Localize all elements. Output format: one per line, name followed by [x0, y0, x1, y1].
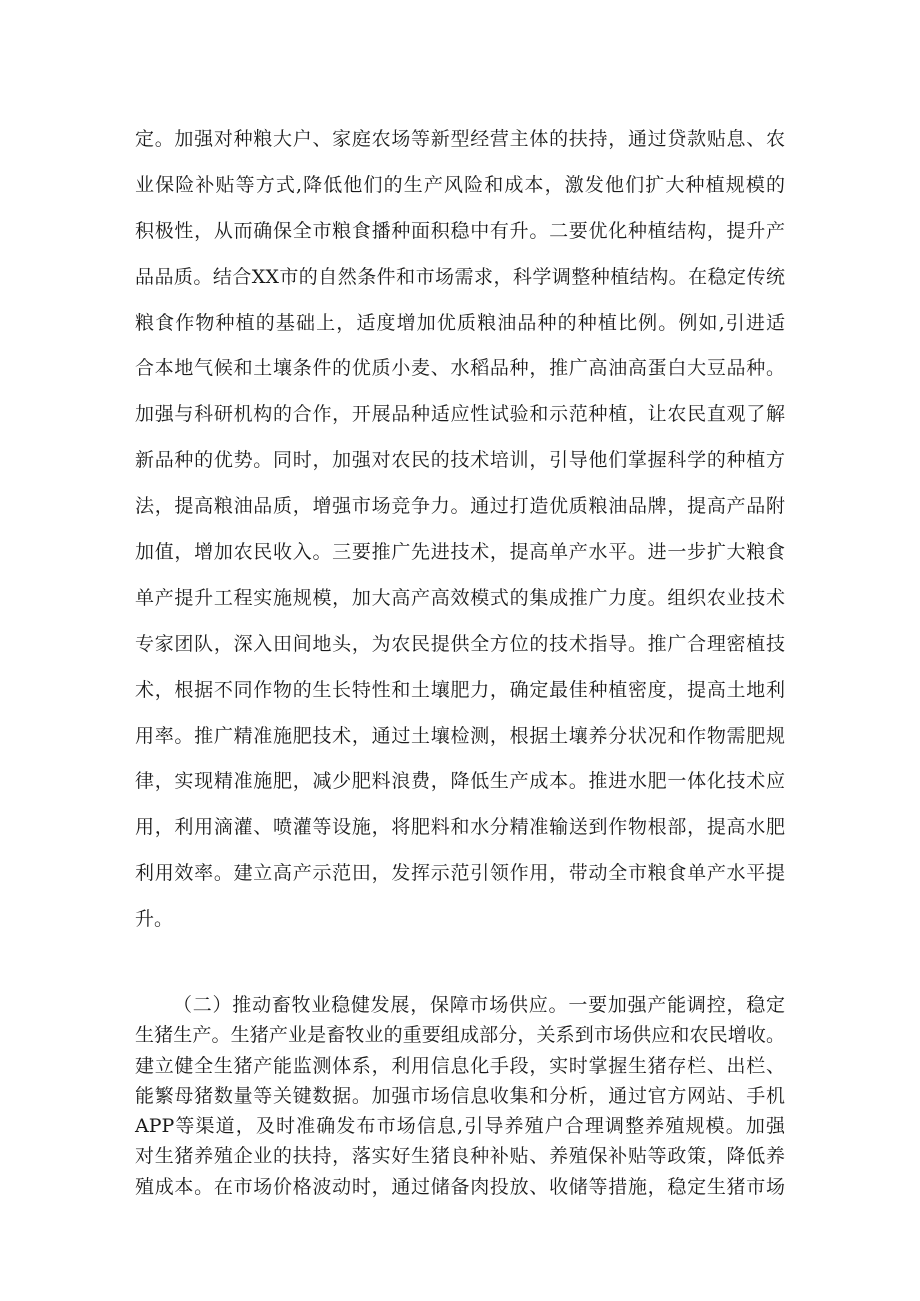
text-line: 新品种的优势。同时，加强对农民的技术培训，引导他们掌握科学的种植方 [135, 449, 785, 472]
text-line: 加强与科研机构的合作，开展品种适应性试验和示范种植，让农民直观了解 [135, 403, 785, 426]
text-line: 专家团队，深入田间地头，为农民提供全方位的技术指导。推广合理密植技 [135, 632, 785, 655]
text-line: 定。加强对种粮大户、家庭农场等新型经营主体的扶持，通过贷款贴息、农 [135, 128, 785, 150]
text-line: 能繁母猪数量等关键数据。加强市场信息收集和分析，通过官方网站、手机 [135, 1084, 785, 1107]
text-line: 殖成本。在市场价格波动时，通过储备肉投放、收储等措施，稳定生猪市场 [135, 1175, 785, 1198]
text-line: 粮食作物种植的基础上，适度增加优质粮油品种的种植比例。例如,引进适 [135, 311, 785, 334]
text-line: 升。 [135, 908, 174, 931]
text-line: 利用效率。建立高产示范田，发挥示范引领作用，带动全市粮食单产水平提 [135, 862, 785, 885]
text-line: 律，实现精准施肥，减少肥料浪费，降低生产成本。推进水肥一体化技术应 [135, 770, 785, 793]
text-line: 生猪生产。生猪产业是畜牧业的重要组成部分，关系到市场供应和农民增收。 [135, 1024, 785, 1047]
text-line: APP等渠道，及时准确发布市场信息,引导养殖户合理调整养殖规模。加强 [135, 1115, 785, 1138]
body-paragraph-grain-production [135, 117, 785, 943]
text-line: 用率。推广精准施肥技术，通过土壤检测，根据土壤养分状况和作物需肥规 [135, 724, 785, 747]
text-line: 合本地气候和土壤条件的优质小麦、水稻品种，推广高油高蛋白大豆品种。 [135, 357, 785, 380]
body-paragraph-livestock [135, 990, 785, 1202]
text-line: 法，提高粮油品质，增强市场竞争力。通过打造优质粮油品牌，提高产品附 [135, 495, 785, 518]
text-line: 对生猪养殖企业的扶持，落实好生猪良种补贴、养殖保补贴等政策，降低养 [135, 1145, 785, 1168]
text-line: 品品质。结合XX市的自然条件和市场需求，科学调整种植结构。在稳定传统 [135, 265, 785, 288]
text-line: 单产提升工程实施规模，加大高产高效模式的集成推广力度。组织农业技术 [135, 586, 785, 609]
section-heading-line: （二）推动畜牧业稳健发展，保障市场供应。一要加强产能调控，稳定 [173, 994, 785, 1016]
text-line: 建立健全生猪产能监测体系，利用信息化手段，实时掌握生猪存栏、出栏、 [135, 1054, 785, 1077]
text-line: 加值，增加农民收入。三要推广先进技术，提高单产水平。进一步扩大粮食 [135, 541, 785, 564]
text-line: 术，根据不同作物的生长特性和土壤肥力，确定最佳种植密度，提高土地利 [135, 678, 785, 701]
text-line: 用，利用滴灌、喷灌等设施，将肥料和水分精准输送到作物根部，提高水肥 [135, 816, 785, 839]
text-line: 业保险补贴等方式,降低他们的生产风险和成本，激发他们扩大种植规模的 [135, 173, 785, 196]
text-line: 积极性，从而确保全市粮食播种面积稳中有升。二要优化种植结构，提升产 [135, 219, 785, 242]
